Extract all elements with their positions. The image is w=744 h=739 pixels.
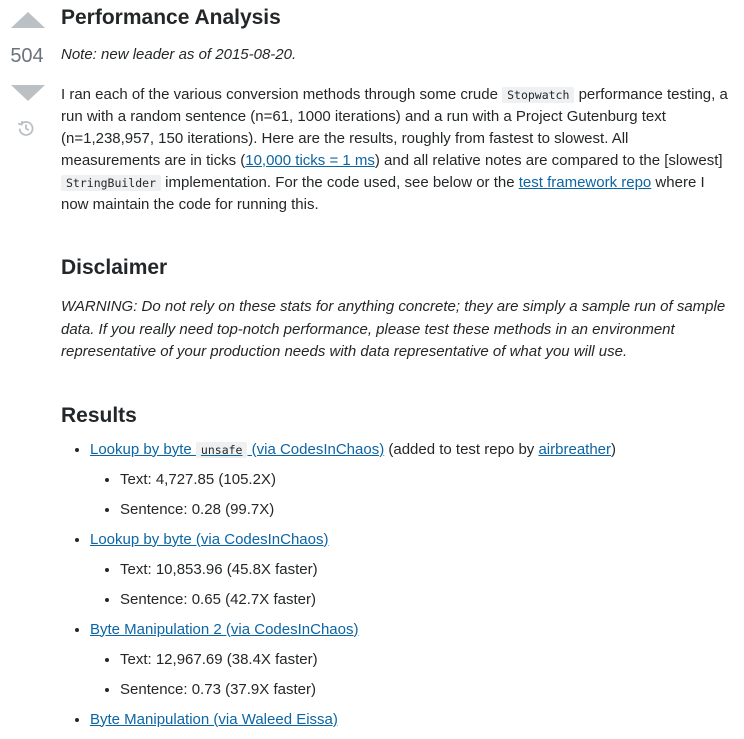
results-heading: Results bbox=[61, 403, 137, 427]
post-heading-performance: Performance Analysis bbox=[61, 6, 281, 29]
vote-count: 504 bbox=[10, 45, 44, 67]
result-suffix-text: (added to test repo by bbox=[384, 440, 539, 458]
result-item bbox=[90, 439, 731, 521]
intro-text-1: I ran each of the various conversion methods through some crude bbox=[61, 86, 503, 103]
byte-manipulation-link[interactable]: Byte Manipulation (via Waleed Eissa) bbox=[90, 710, 338, 728]
lookup-by-byte-link[interactable]: Lookup by byte (via CodesInChaos) bbox=[90, 530, 329, 548]
history-icon[interactable] bbox=[16, 118, 36, 138]
lookup-by-byte-unsafe-link[interactable] bbox=[90, 441, 384, 458]
disclaimer-heading: Disclaimer bbox=[61, 256, 168, 279]
result-item bbox=[90, 709, 731, 731]
test-framework-repo-link[interactable]: test framework repo bbox=[518, 174, 652, 191]
result-sublist bbox=[90, 469, 731, 521]
intro-paragraph bbox=[61, 84, 731, 216]
result-suffix-text: ) bbox=[611, 440, 617, 458]
result-item bbox=[90, 619, 731, 701]
result-text-timing: • Text: 12,967.69 (38.4X faster) bbox=[120, 649, 731, 671]
results-list bbox=[61, 439, 731, 731]
stringbuilder-code: StringBuilder bbox=[61, 175, 161, 191]
airbreather-link[interactable]: airbreather bbox=[538, 440, 612, 458]
result-sentence-timing: • Sentence: 0.65 (42.7X faster) bbox=[120, 589, 731, 611]
byte-manipulation-2-link[interactable]: Byte Manipulation 2 (via CodesInChaos) bbox=[90, 620, 359, 638]
intro-text-3: ) and all relative notes are compared to the [slowest] bbox=[374, 152, 723, 169]
result-item bbox=[90, 529, 731, 611]
result-sentence-timing: • Sentence: 0.28 (99.7X) bbox=[120, 499, 731, 521]
upvote-arrow-icon[interactable] bbox=[11, 12, 45, 28]
result-sentence-timing: • Sentence: 0.73 (37.9X faster) bbox=[120, 679, 731, 701]
intro-text-5: where I now maintain the code for running this. bbox=[61, 174, 705, 213]
intro-text-4: implementation. For the code used, see below or the bbox=[161, 174, 519, 191]
answer-body bbox=[61, 0, 731, 739]
ticks-link[interactable]: 10,000 ticks = 1 ms bbox=[245, 152, 375, 169]
leader-note: Note: new leader as of 2015-08-20. bbox=[61, 46, 297, 63]
link-text: Lookup by byte bbox=[90, 440, 196, 458]
downvote-arrow-icon[interactable] bbox=[11, 85, 45, 101]
link-text: (via CodesInChaos) bbox=[247, 440, 385, 458]
result-sublist bbox=[90, 649, 731, 701]
unsafe-code: unsafe bbox=[196, 442, 248, 458]
result-text-timing: • Text: 10,853.96 (45.8X faster) bbox=[120, 559, 731, 581]
stopwatch-code: Stopwatch bbox=[502, 87, 574, 103]
result-sublist bbox=[90, 559, 731, 611]
intro-text-2: performance testing, a run with a random sentence (n=61, 1000 iterations) and a run with a Project Gutenburg text (n=1,238,957, 150 iterations). Here are the results, roughly from fastest to slowest. All measurements are in ticks ( bbox=[61, 86, 728, 169]
result-text-timing: • Text: 4,727.85 (105.2X) bbox=[120, 469, 731, 491]
disclaimer-warning: WARNING: Do not rely on these stats for anything concrete; they are simply a sample run of sample data. If you really need top-notch performance, please test these methods in an environment representative of your production needs with data representative of what you will use. bbox=[61, 298, 726, 360]
